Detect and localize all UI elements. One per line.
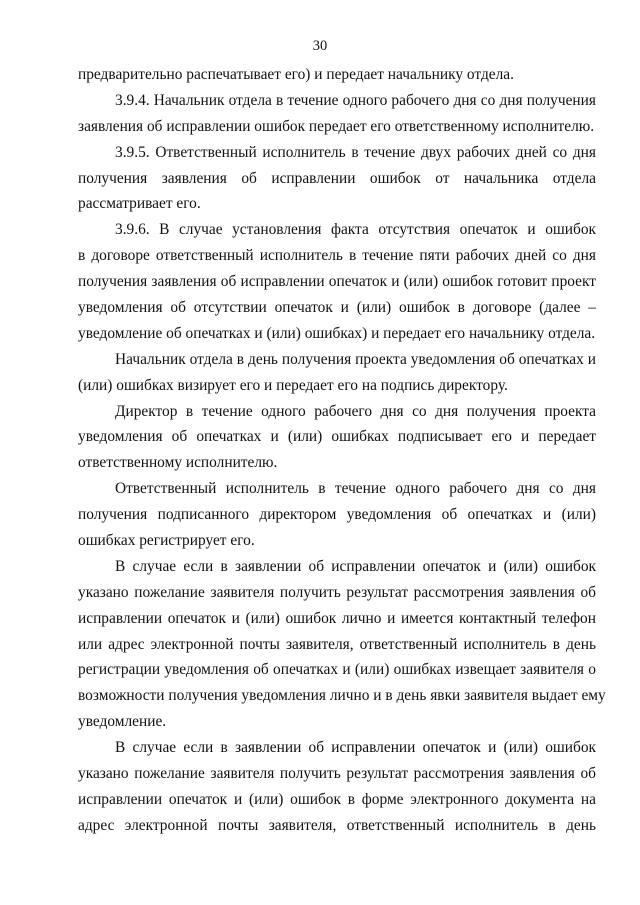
text-line: адрес электронной почты заявителя, ответственный исполнитель в день [78,816,596,834]
text-line: уведомление об опечатках и (или) ошибках) и передает его начальнику отдела. [78,324,596,342]
text-line: заявления об исправлении ошибок передает его ответственному исполнителю. [78,117,595,135]
text-line: 3.9.6. В случае установления факта отсутствия опечаток и ошибок [115,221,596,239]
text-line: Начальник отдела в день получения проекта уведомления об опечатках и [115,350,596,368]
text-line: или адрес электронной почты заявителя, ответственный исполнитель в день [78,635,596,653]
page-number: 30 [312,38,328,54]
text-line: ошибках регистрирует его. [78,532,255,550]
text-line: В случае если в заявлении об исправлении опечаток и (или) ошибок [115,739,596,757]
text-line: регистрации уведомления об опечатках и (или) ошибках извещает заявителя о [78,661,596,679]
text-line: В случае если в заявлении об исправлении опечаток и (или) ошибок [115,557,596,575]
text-line: возможности получения уведомления лично и в день явки заявителя выдает ему [78,687,606,705]
text-line: ответственному исполнителю. [78,454,278,472]
text-line: в договоре ответственный исполнитель в течение пяти рабочих дней со дня [78,247,596,265]
text-line: исправлении опечаток и (или) ошибок в форме электронного документа на [78,790,596,808]
text-line: исправлении опечаток и (или) ошибок лично и имеется контактный телефон [78,609,596,627]
body-paragraphs [78,62,606,839]
text-line: указано пожелание заявителя получить результат рассмотрения заявления об [78,583,596,601]
text-line: получения заявления об исправлении опечаток и (или) ошибок готовит проект [78,273,596,291]
text-line: получения подписанного директором уведомления об опечатках и (или) [78,506,596,524]
text-line: 3.9.5. Ответственный исполнитель в течение двух рабочих дней со дня [115,143,596,161]
text-line: уведомление. [78,713,167,731]
text-line: уведомления об опечатках и (или) ошибках подписывает его и передает [78,428,596,446]
text-line: 3.9.4. Начальник отдела в течение одного рабочего дня со дня получения [115,91,596,109]
text-line: получения заявления об исправлении ошибок от начальника отдела [78,169,596,187]
text-line: Ответственный исполнитель в течение одного рабочего дня со дня [115,480,596,498]
text-line: (или) ошибках визирует его и передает его на подпись директору. [78,376,508,394]
text-line: уведомления об отсутствии опечаток и (или) ошибок в договоре (далее – [78,299,596,317]
document-body [78,62,606,839]
text-line: предварительно распечатывает его) и передает начальнику отдела. [78,66,514,83]
text-line: рассматривает его. [78,195,201,213]
text-line: указано пожелание заявителя получить результат рассмотрения заявления об [78,765,596,783]
text-line: Директор в течение одного рабочего дня со дня получения проекта [115,402,596,420]
